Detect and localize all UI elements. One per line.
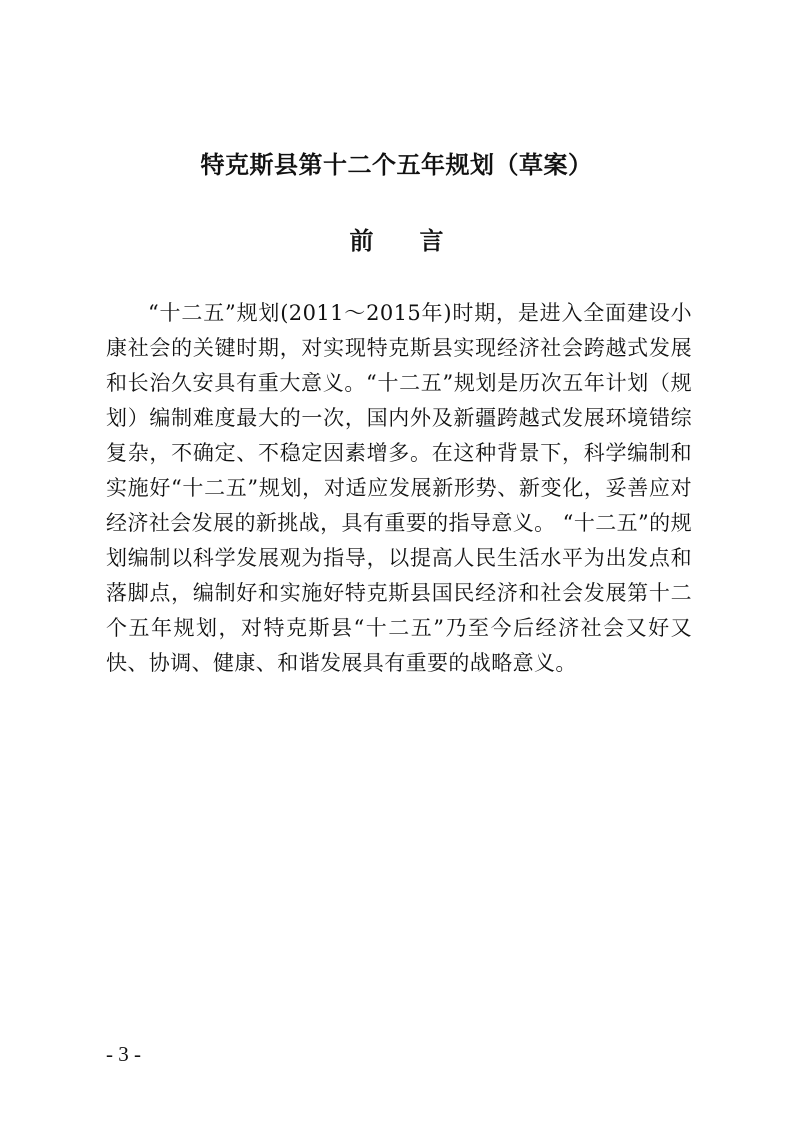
document-title: 特克斯县第十二个五年规划（草案） [200,151,593,179]
section-heading-preface: 前言 [349,227,490,255]
page-number: - 3 - [106,1042,141,1066]
preface-paragraph: “十二五”规划(2011～2015年)时期，是进入全面建设小康社会的关键时期，对实现特克斯县实现经济社会跨越式发展和长治久安具有重大意义。“十二五”规划是历次五年计划（规划）编制难度最大的一次，国内外及新疆跨越式发展环境错综复杂，不确定、不稳定因素增多。在这种背景下，科学编制和实施好“十二五”规划，对适应发展新形势、新变化，妥善应对经济社会发展的新挑战，具有重要的指导意义。 “十二五”的规划编制以科学发展观为指导，以提高人民生活水平为出发点和落脚点，编制好和实施好特克斯县国民经济和社会发展第十二个五年规划，对特克斯县“十二五”乃至今后经济社会又好又快、协调、健康、和谐发展具有重要的战略意义。 [106,301,692,675]
